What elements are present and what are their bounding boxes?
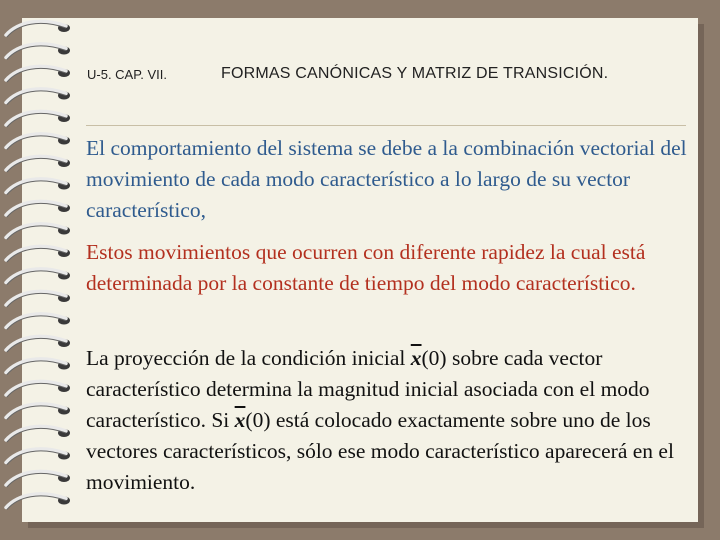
paragraph-speed: Estos movimientos que ocurren con diferente rapidez la cual está determinada por la constante de tiempo del modo característico. bbox=[86, 240, 646, 295]
page-title: FORMAS CANÓNICAS Y MATRIZ DE TRANSICIÓN. bbox=[221, 65, 609, 82]
vector-x-symbol: $\overline{x}$ bbox=[410, 346, 422, 370]
chapter-label: U-5. CAP. VII. bbox=[87, 67, 167, 82]
header-divider bbox=[86, 125, 686, 126]
spiral-binding bbox=[0, 0, 90, 540]
paragraph-projection bbox=[86, 343, 696, 498]
vector-x-symbol: $\overline{x}$ bbox=[234, 408, 246, 432]
text-segment: La proyección de la condición inicial bbox=[86, 346, 411, 370]
text-segment: (0) sobre cada vector característico determina la magnitud inicial asociada con el modo característico. Si bbox=[86, 346, 650, 432]
paragraph-combination: El comportamiento del sistema se debe a la combinación vectorial del movimiento de cada modo característico a lo largo de su vector característico, bbox=[86, 136, 687, 222]
text-segment: (0) está colocado exactamente sobre uno de los vectores característicos, sólo ese modo característico aparecerá en el movimiento. bbox=[86, 408, 674, 494]
